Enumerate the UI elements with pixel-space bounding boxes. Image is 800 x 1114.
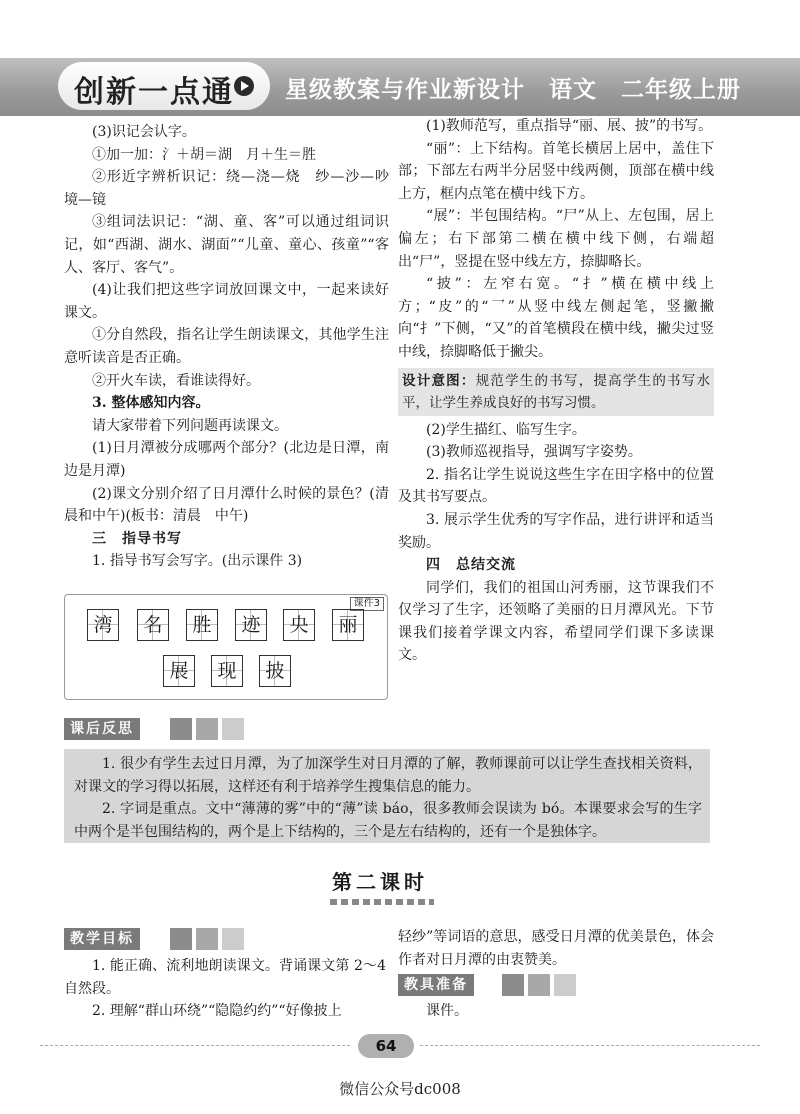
tianzige-char: 胜 <box>186 609 218 641</box>
page-header <box>0 58 800 116</box>
brand-title: 创新一点通 <box>74 75 234 110</box>
decor-square <box>196 718 218 740</box>
decor-square <box>222 718 244 740</box>
text-line: 3. 展示学生优秀的写字作品，进行讲评和适当奖励。 <box>398 511 714 551</box>
book-subtitle: 星级教案与作业新设计 语文 二年级上册 <box>285 77 741 103</box>
courseware-tag: 课件3 <box>350 597 384 611</box>
tianzige-char: 现 <box>211 655 243 687</box>
right-column <box>398 115 714 667</box>
design-intent-box <box>398 368 714 416</box>
tianzige-char: 湾 <box>87 609 119 641</box>
goals-continued <box>398 926 714 971</box>
text-line: 2. 指名让学生说说这些生字在田字格中的位置及其书写要点。 <box>398 466 714 506</box>
decor-square <box>554 974 576 996</box>
text-line: (1)日月潭被分成哪两个部分？(北边是日潭，南边是月潭) <box>64 440 389 479</box>
text-line: (1)教师范写，重点指导“丽、展、披”的书写。 <box>426 118 713 134</box>
tianzige-char: 披 <box>259 655 291 687</box>
reflection-label <box>64 718 264 740</box>
tianzige-char: 迹 <box>235 609 267 641</box>
reflection-label-text: 课后反思 <box>64 718 140 740</box>
design-intent-label: 设计意图： <box>402 372 476 389</box>
prep-label <box>398 974 598 996</box>
text-line: 1. 能正确、流利地朗读课文。背诵课文第 2～4 自然段。 <box>64 958 386 997</box>
brand-badge <box>58 62 270 110</box>
decor-square <box>502 974 524 996</box>
section-heading: 四 总结交流 <box>426 557 516 574</box>
decor-square <box>528 974 550 996</box>
prep-label-text: 教具准备 <box>398 974 474 996</box>
text-line: “丽”：上下结构。首笔长横居上居中，盖住下部；下部左右两半分居竖中线两侧，顶部在横中线上方，框内点笔在横中线下方。 <box>398 140 714 202</box>
text-line: ①加一加：氵＋胡＝湖 月＋生＝胜 <box>92 146 316 163</box>
text-line: ②开火车读，看谁读得好。 <box>92 372 260 389</box>
text-line: (3)识记会认字。 <box>92 124 196 140</box>
goals-text <box>64 955 386 1023</box>
tianzige-char: 丽 <box>332 609 364 641</box>
section-heading: 三 指导书写 <box>92 530 182 547</box>
courseware-box <box>64 594 388 700</box>
decor-square <box>222 928 244 950</box>
watermark-text: 微信公众号dc008 <box>339 1080 461 1098</box>
decor-square <box>170 718 192 740</box>
tianzige-char: 展 <box>163 655 195 687</box>
text-line: (3)教师巡视指导，强调写字姿势。 <box>426 444 642 461</box>
title-underline <box>330 899 434 905</box>
reflection-text <box>74 753 702 843</box>
goals-label <box>64 928 264 950</box>
decor-square <box>170 928 192 950</box>
text-line: (4)让我们把这些字词放回课文中，一起来读好课文。 <box>64 282 389 321</box>
text-line: 轻纱”等词语的意思，感受日月潭的优美景色，体会作者对日月潭的由衷赞美。 <box>398 929 714 968</box>
footer-divider <box>40 1045 350 1046</box>
text-line: 同学们，我们的祖国山河秀丽，这节课我们不仅学习了生字，还领略了美丽的日月潭风光。下节课我们接着学课文内容，希望同学们课下多读课文。 <box>398 579 714 664</box>
text-line: 3. 整体感知内容。 <box>92 395 210 412</box>
goals-label-text: 教学目标 <box>64 928 140 950</box>
text-line: 课件。 <box>426 1003 468 1019</box>
reflection-paragraph: 2. 字词是重点。文中“薄薄的雾”中的“薄”读 báo，很多教师会误读为 bó。本课要求会写的生字中两个是半包围结构的，两个是上下结构的，三个是左右结构的，还有一个是独体字。 <box>74 801 702 840</box>
text-line: 1. 指导书写会写字。(出示课件 3) <box>92 553 303 570</box>
text-line: “展”：半包围结构。“尸”从上、左包围，居上偏左；右下部第二横在横中线下侧，右端超出“尸”，竖提在竖中线左方，捺脚略长。 <box>398 208 714 270</box>
page-number: 64 <box>358 1034 414 1058</box>
design-intent-text: 规范学生的书写，提高学生的书写水平，让学生养成良好的书写习惯。 <box>402 372 710 411</box>
reflection-box <box>64 749 710 843</box>
reflection-paragraph: 1. 很少有学生去过日月潭，为了加深学生对日月潭的了解，教师课前可以让学生查找相关资料，对课文的学习得以拓展，这样还有利于培养学生搜集信息的能力。 <box>74 756 702 795</box>
tianzige-char: 名 <box>137 609 169 641</box>
text-line: 请大家带着下列问题再读课文。 <box>92 417 288 434</box>
text-line: 2. 理解“群山环绕”“隐隐约约”“好像披上 <box>92 1003 342 1020</box>
text-line: “披”：左窄右宽。“扌”横在横中线上方；“皮”的“乛”从竖中线左侧起笔，竖撇撇向“扌”下侧，“又”的首笔横段在横中线，撇尖过竖中线，捺脚略低于撇尖。 <box>398 276 714 360</box>
left-column <box>64 121 403 573</box>
decor-square <box>196 928 218 950</box>
text-line: ①分自然段，指名让学生朗读课文，其他学生注意听读音是否正确。 <box>64 327 389 366</box>
text-line: (2)学生描红、临写生字。 <box>426 421 586 438</box>
prep-text <box>398 1000 714 1023</box>
tianzige-char: 央 <box>283 609 315 641</box>
text-line: (2)课文分别介绍了日月潭什么时候的景色？(清晨和中午)(板书：清晨 中午) <box>64 485 389 525</box>
text-line: ③组词法识记：“湖、童、客”可以通过组词识记，如“西湖、湖水、湖面”“儿童、童心、孩童”“客人、客厅、客气”。 <box>64 214 389 276</box>
play-icon <box>234 76 254 96</box>
lesson-title: 第二课时 <box>332 870 428 894</box>
text-line: ②形近字辨析识记：绕—浇—烧 纱—沙—吵 境—镜 <box>64 169 403 208</box>
footer-divider <box>420 1045 760 1046</box>
